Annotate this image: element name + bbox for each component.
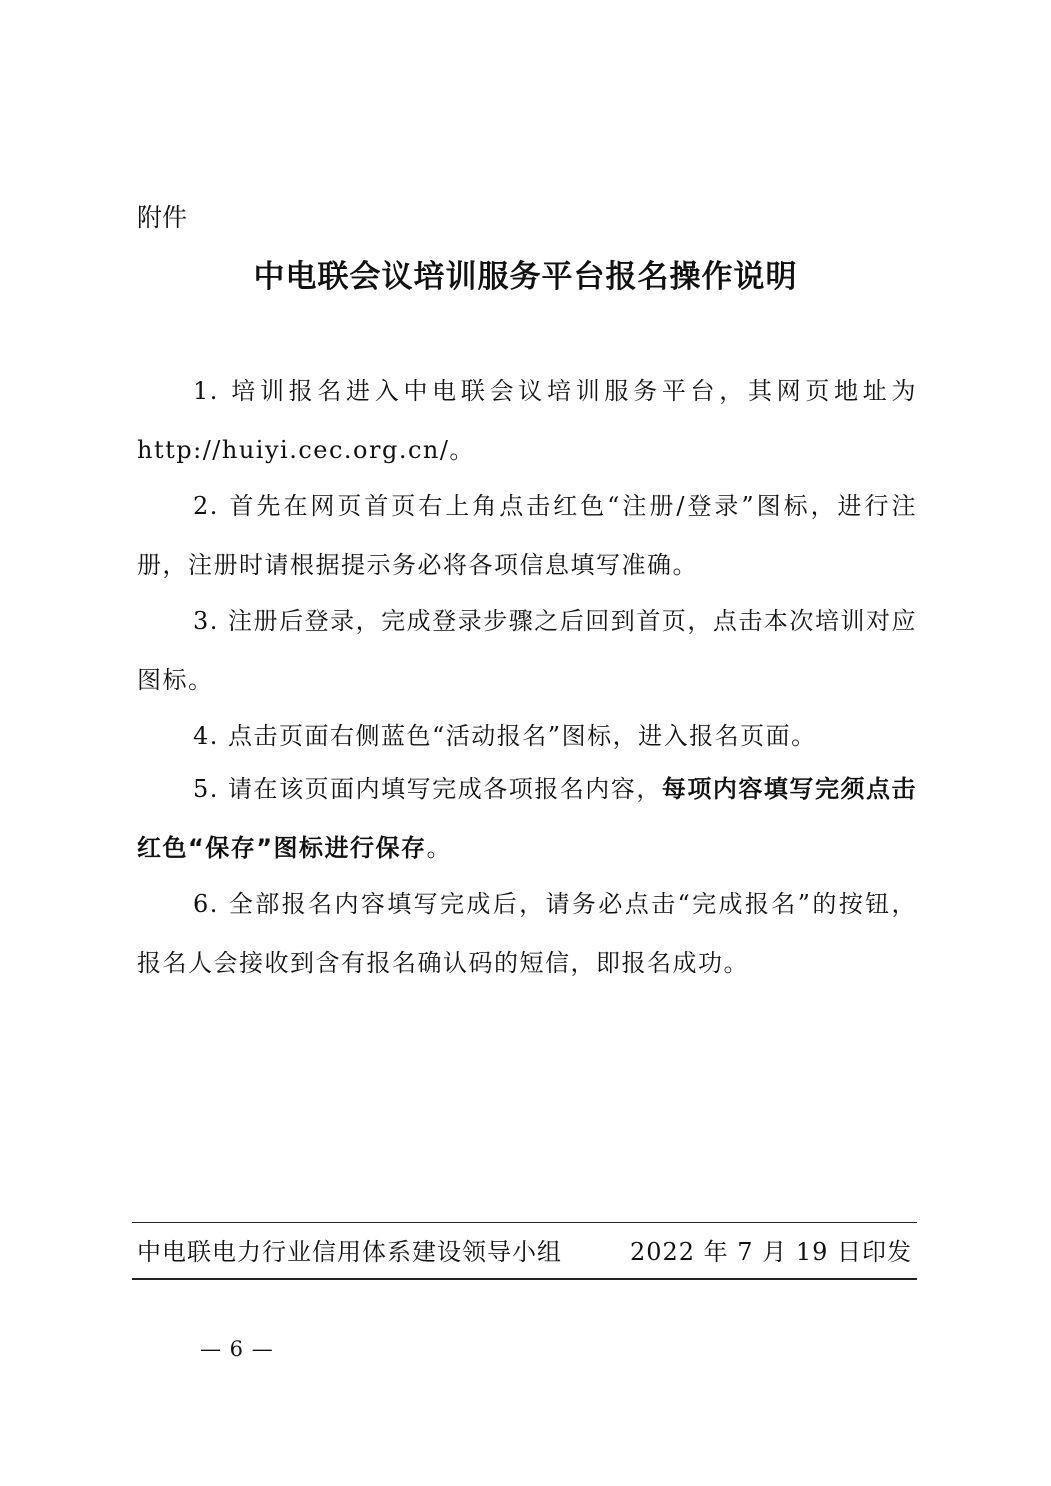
instruction-paragraph-6	[137, 875, 917, 993]
paragraph-text: 2. 首先在网页首页右上角点击红色“注册/登录”图标，进行注册，注册时请根据提示务必将各项信息填写准确。	[137, 492, 917, 579]
paragraph-text: 4. 点击页面右侧蓝色“活动报名”图标，进入报名页面。	[193, 722, 817, 750]
instruction-paragraph-5	[137, 760, 917, 878]
issuer-name: 中电联电力行业信用体系建设领导小组	[137, 1238, 562, 1266]
paragraph-text: 3. 注册后登录，完成登录步骤之后回到首页，点击本次培训对应图标。	[137, 607, 917, 694]
paragraph-text-end: 。	[426, 834, 453, 862]
attachment-label: 附件	[137, 203, 188, 232]
footer-divider-bottom	[132, 1278, 917, 1280]
document-title: 中电联会议培训服务平台报名操作说明	[253, 259, 798, 295]
instruction-paragraph-1	[137, 362, 917, 480]
instruction-paragraph-3	[137, 592, 917, 710]
issue-date: 2022 年 7 月 19 日印发	[629, 1238, 912, 1266]
issuance-footer	[137, 1232, 912, 1272]
paragraph-text: 5. 请在该页面内填写完成各项报名内容，	[193, 775, 662, 803]
paragraph-text: 1. 培训报名进入中电联会议培训服务平台，其网页地址为http://huiyi.cec.org.cn/。	[137, 377, 917, 464]
footer-divider-top	[132, 1222, 917, 1223]
instruction-paragraph-2	[137, 477, 917, 595]
page-number: — 6 —	[200, 1337, 274, 1361]
paragraph-text: 6. 全部报名内容填写完成后，请务必点击“完成报名”的按钮，报名人会接收到含有报名确认码的短信，即报名成功。	[137, 890, 917, 977]
paragraph-emphasis: 每项内容填写完须点击红色“保存”图标进行保存	[137, 775, 917, 862]
instruction-paragraph-4	[137, 707, 917, 766]
